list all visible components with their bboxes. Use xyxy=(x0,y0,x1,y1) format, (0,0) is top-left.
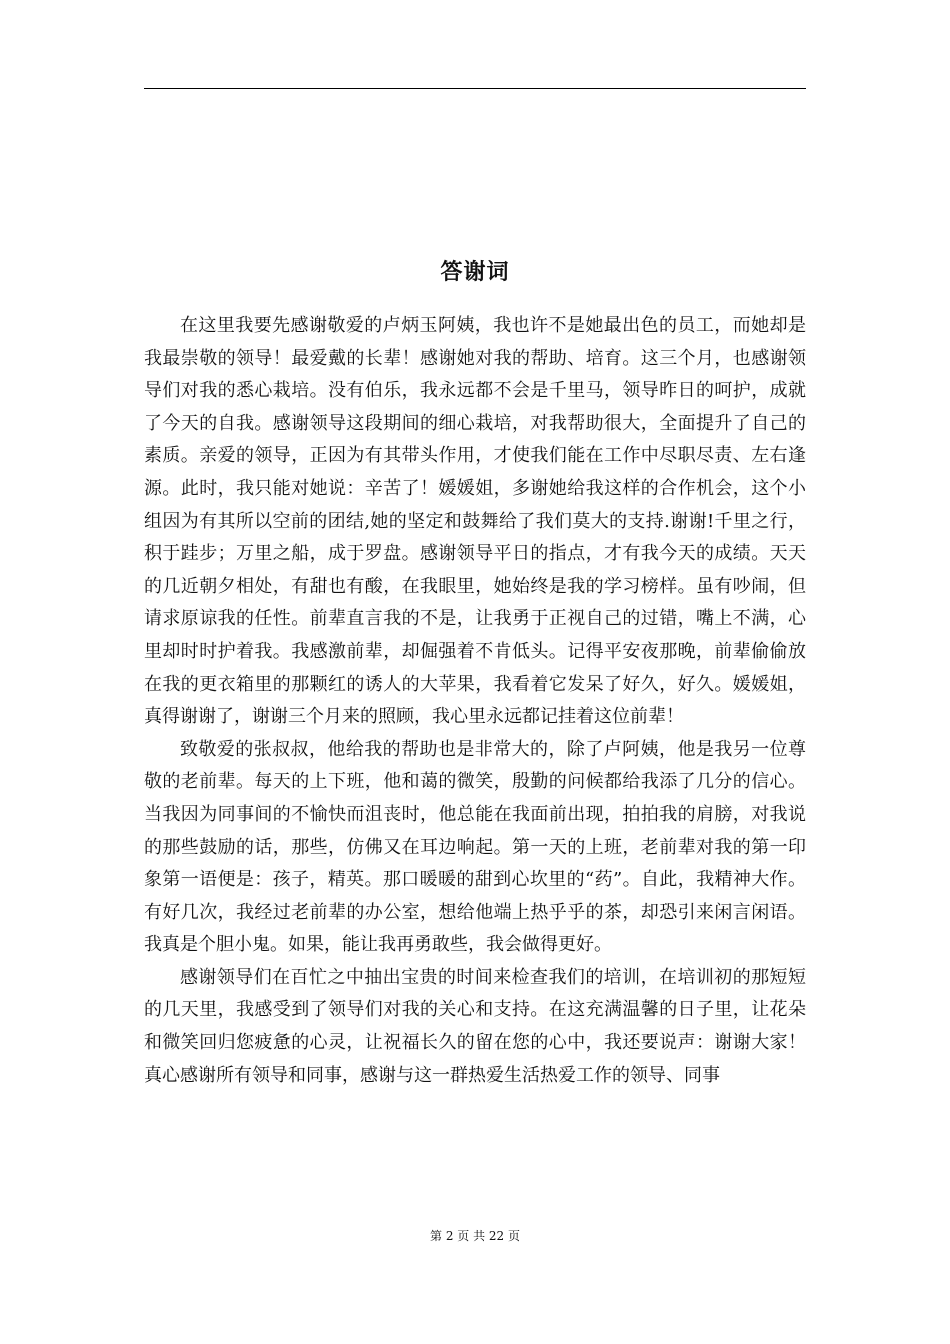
page-number-footer: 第 2 页 共 22 页 xyxy=(430,1229,520,1243)
paragraph-3: 感谢领导们在百忙之中抽出宝贵的时间来检查我们的培训，在培训初的那短短的几天里，我感受到了领导们对我的关心和支持。在这充满温馨的日子里，让花朵和微笑回归您疲惫的心灵，让祝福长久的留在您的心中，我还要说声：谢谢大家！真心感谢所有领导和同事，感谢与这一群热爱生活热爱工作的领导、同事 xyxy=(144,966,806,1086)
paragraph-2: 致敬爱的张叔叔，他给我的帮助也是非常大的，除了卢阿姨，他是我另一位尊敬的老前辈。每天的上下班，他和蔼的微笑，殷勤的问候都给我添了几分的信心。当我因为同事间的不愉快而沮丧时，他总能在我面前出现，拍拍我的肩膀，对我说的那些鼓励的话，那些，仿佛又在耳边响起。第一天的上班，老前辈对我的第一印象第一语便是：孩子，精英。那口暖暖的甜到心坎里的“药”。自此，我精神大作。有好几次，我经过老前辈的办公室，想给他端上热乎乎的茶，却恐引来闲言闲语。我真是个胆小鬼。如果，能让我再勇敢些，我会做得更好。 xyxy=(144,738,806,956)
document-body xyxy=(144,310,806,1092)
document-title: 答谢词 xyxy=(440,260,510,285)
paragraph-1: 在这里我要先感谢敬爱的卢炳玉阿姨，我也许不是她最出色的员工，而她却是我最崇敬的领导！最爱戴的长辈！感谢她对我的帮助、培育。这三个月，也感谢领导们对我的悉心栽培。没有伯乐，我永远都不会是千里马，领导昨日的呵护，成就了今天的自我。感谢领导这段期间的细心栽培，对我帮助很大，全面提升了自己的素质。亲爱的领导，正因为有其带头作用，才使我们能在工作中尽职尽责、左右逢源。此时，我只能对她说：辛苦了！媛媛姐，多谢她给我这样的合作机会，这个小组因为有其所以空前的团结,她的坚定和鼓舞给了我们莫大的支持.谢谢!千里之行，积于跬步；万里之船，成于罗盘。感谢领导平日的指点，才有我今天的成绩。天天的几近朝夕相处，有甜也有酸，在我眼里，她始终是我的学习榜样。虽有吵闹，但请求原谅我的任性。前辈直言我的不是，让我勇于正视自己的过错，嘴上不满，心里却时时护着我。我感激前辈，却倔强着不肯低头。记得平安夜那晚，前辈偷偷放在我的更衣箱里的那颗红的诱人的大苹果，我看着它发呆了好久，好久。媛媛姐，真得谢谢了，谢谢三个月来的照顾，我心里永远都记挂着这位前辈！ xyxy=(144,315,806,728)
header-rule xyxy=(144,88,806,89)
